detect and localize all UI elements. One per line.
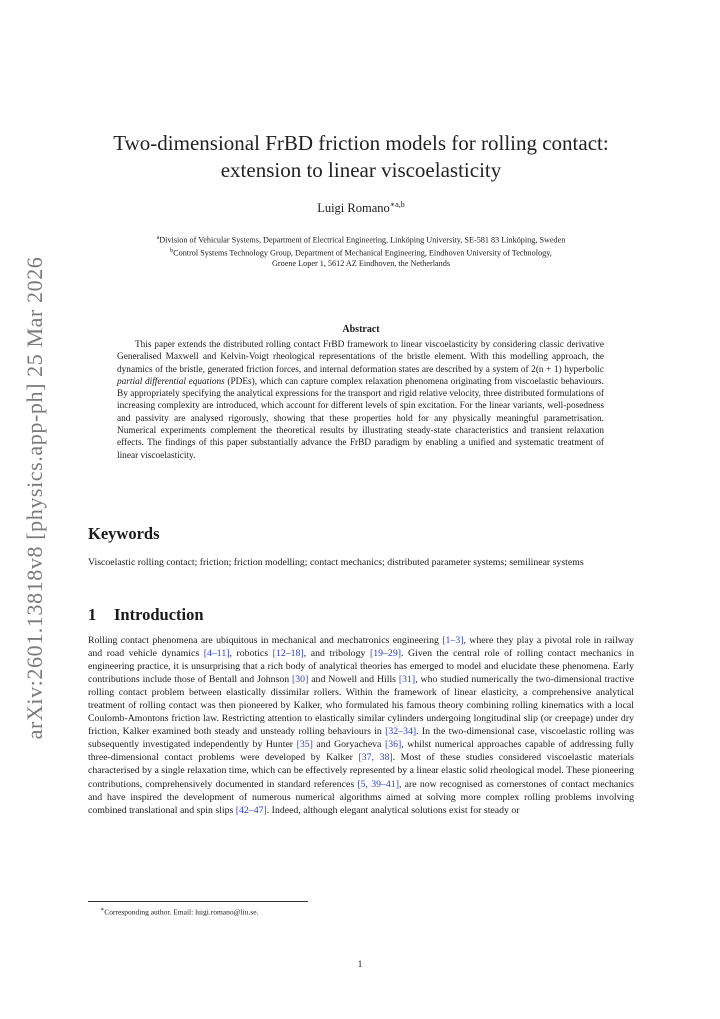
keywords-text: Viscoelastic rolling contact; friction; friction modelling; contact mechanics; distributed parameter systems; semilinear systems — [88, 557, 584, 568]
citation-link[interactable]: [35] — [296, 739, 313, 751]
intro-text: , robotics — [229, 648, 273, 660]
intro-text: , who studied numerically the two-dimensional tractive rolling contact problem between elastically dissimilar rollers. Within the framework of linear elasticity, a comprehensive analytical treatment of rolling contact was then pioneered by Kalker, who formulated his famous theory combining rolling kinematics with a local Coulomb-Amontons friction law. Restricting attention to elastically similar cylinders undergoing longitudinal slip (or creepage) under dry friction, Kalker examined both steady and unsteady rolling behaviours in — [88, 674, 635, 738]
intro-text: , are now recognised as cornerstones of contact mechanics and have inspired the development of numerous numerical algorithms aimed at solving more complex rolling problems involving combined translational and spin slips — [88, 778, 634, 816]
intro-text: and Nowell and Hills — [308, 674, 399, 686]
abstract-text: This paper extends the distributed rolling contact FrBD framework to linear viscoelasticity by considering classic derivative Generalised Maxwell and Kelvin-Voigt rheological representations of the bristle element. With this modelling approach, the dynamics of the bristle, generated friction forces, and internal deformation states are described by a system of 2(n + 1) hyperbolic — [117, 340, 604, 375]
affiliation-b-cont — [70, 258, 652, 269]
footnote-text: Corresponding author. Email: luigi.romano@liu.se. — [104, 907, 259, 917]
abstract-italic: partial differential equations — [117, 376, 225, 387]
intro-text: and Goryacheva — [312, 739, 385, 751]
arxiv-identifier[interactable]: arXiv:2601.13818v8 [physics.app-ph] 25 Mar 2026 — [22, 256, 47, 740]
author-line — [88, 200, 634, 216]
intro-text: . Given the central role of rolling contact mechanics in engineering practice, it is unsurprising that a rich body of analytical theories has emerged to model and elucidate these phenomena. Early contributions include those of Bentall and Johnson — [88, 648, 634, 686]
intro-text: . Indeed, although elegant analytical solutions exist for steady or — [266, 804, 520, 816]
section-number: 1 — [88, 605, 97, 624]
affiliation-text: Division of Vehicular Systems, Department of Electrical Engineering, Linköping University, SE-581 83 Linköping, Sweden — [159, 235, 566, 245]
paper-title — [88, 130, 634, 184]
footnote-mark: ∗ — [100, 906, 105, 913]
citation-link[interactable]: [36] — [384, 739, 402, 751]
citation-link[interactable]: [4–11] — [203, 648, 230, 660]
citation-link[interactable]: [32–34] — [385, 726, 417, 738]
intro-text: Rolling contact phenomena are ubiquitous in mechanical and mechatronics engineering — [88, 635, 443, 646]
citation-link[interactable]: [19–29] — [369, 648, 401, 660]
intro-text: . Most of these studies considered viscoelastic materials characterised by a single relaxation time, which can be effectively represented by a linear elastic solid rheological model. These pioneering contributions, comprehensively documented in standard references — [88, 752, 634, 790]
abstract-text: (PDEs), which can capture complex relaxation phenomena originating from viscoelastic behaviours. By appropriately specifying the analytical expressions for the transport and rigid relative velocity, three distributed formulations of increasing complexity are introduced, which account for different levels of spin excitation. For the linear variants, well-posedness and passivity are analysed rigorously, showing that these properties hold for any physically meaningful parametrisation. Numerical experiments complement the theoretical results by illustrating steady-state characteristics and transient relaxation effects. The findings of this paper substantially advance the FrBD paradigm by enabling a unified and systematic treatment of linear viscoelasticity. — [117, 376, 604, 461]
affiliation-mark: b — [170, 247, 174, 254]
page-number: 1 — [357, 960, 363, 970]
intro-text: . In the two-dimensional case, viscoelastic rolling was subsequently investigated independently by Hunter — [88, 726, 634, 751]
citation-link[interactable]: [1–3] — [442, 635, 464, 646]
author-marks: ∗a,b — [389, 200, 405, 209]
footnote — [100, 906, 258, 917]
affiliation-a — [70, 233, 652, 246]
title-line-2: extension to linear viscoelasticity — [220, 158, 502, 182]
affiliation-b — [70, 246, 652, 259]
author-name: Luigi Romano — [317, 201, 390, 216]
affiliations — [70, 233, 652, 269]
citation-link[interactable]: [30] — [292, 674, 309, 686]
title-line-1: Two-dimensional FrBD friction models for rolling contact: — [113, 131, 609, 155]
introduction-body — [88, 634, 634, 817]
citation-link[interactable]: [31] — [398, 674, 416, 686]
introduction-heading — [88, 605, 204, 625]
section-title: Introduction — [114, 605, 204, 624]
arxiv-side-stamp — [22, 248, 52, 748]
citation-link[interactable]: [42–47] — [235, 804, 267, 816]
intro-text: , where they play a pivotal role in railway and road vehicle dynamics — [88, 635, 635, 660]
citation-link[interactable]: [37, 38] — [358, 752, 393, 764]
intro-text: , whilst numerical approaches capable of addressing fully three-dimensional contact problems were developed by Kalker — [88, 739, 634, 764]
affiliation-text: Control Systems Technology Group, Department of Mechanical Engineering, Eindhoven University of Technology, — [173, 248, 552, 258]
affiliation-mark: a — [156, 235, 160, 241]
affiliation-text: Groene Loper 1, 5612 AZ Eindhoven, the Netherlands — [271, 259, 451, 269]
intro-text: , and tribology — [303, 648, 370, 660]
keywords-heading: Keywords — [88, 524, 160, 543]
abstract-body — [117, 339, 604, 462]
footnote-rule — [88, 901, 308, 902]
citation-link[interactable]: [5, 39–41] — [357, 778, 399, 790]
abstract-heading: Abstract — [342, 324, 380, 335]
citation-link[interactable]: [12–18] — [272, 648, 304, 660]
